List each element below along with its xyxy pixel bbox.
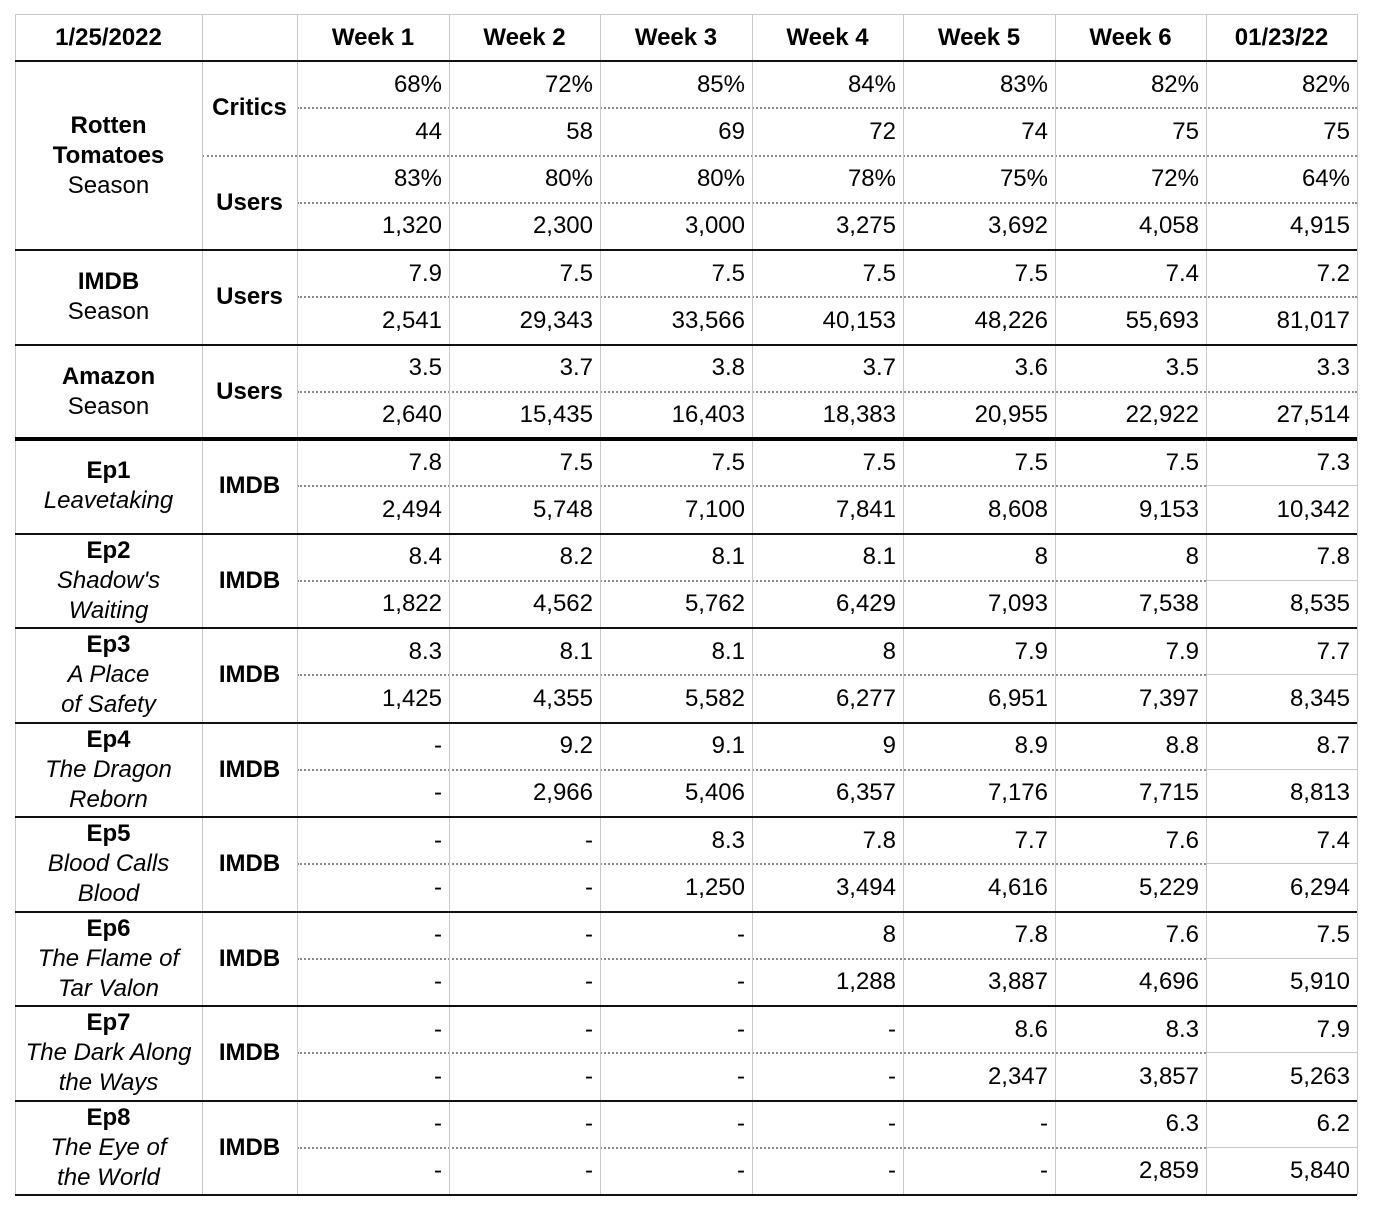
group-subtitle: Season: [67, 171, 150, 199]
group-label: [15, 534, 202, 629]
value-cell: -: [888, 1110, 896, 1138]
value-cell: 75: [1172, 117, 1199, 145]
group-subtitle: Reborn: [69, 785, 148, 813]
group-divider: [15, 816, 1357, 818]
value-cell: -: [434, 873, 442, 901]
value-cell: 7.7: [1316, 637, 1350, 665]
group-title: Rotten: [70, 111, 147, 139]
group-title: IMDB: [77, 268, 140, 296]
value-cell: 9,153: [1138, 495, 1199, 523]
value-cell: -: [434, 779, 442, 807]
value-cell: 69: [718, 117, 745, 145]
value-cell: 7.8: [1316, 543, 1350, 571]
value-cell: 58: [566, 117, 593, 145]
header-date: 1/25/2022: [55, 23, 162, 51]
value-cell: 83%: [999, 70, 1048, 98]
value-cell: 4,355: [532, 684, 593, 712]
header-divider: [15, 60, 1357, 62]
value-cell: 7,176: [987, 779, 1048, 807]
value-cell: 7,100: [684, 495, 745, 523]
value-cell: 3,692: [987, 212, 1048, 240]
header-blank: [202, 14, 297, 61]
value-cell: 7.5: [862, 448, 896, 476]
group-subtitle: of Safety: [61, 691, 156, 719]
group-title: Amazon: [61, 362, 156, 390]
group-subtitle: The Flame of: [37, 944, 180, 972]
group-divider: [15, 249, 1357, 251]
value-cell: -: [585, 921, 593, 949]
value-cell: 7.9: [408, 259, 442, 287]
column-header: Week 2: [483, 23, 566, 51]
group-subtitle: The Eye of: [50, 1133, 167, 1161]
value-cell: 8: [1034, 543, 1048, 571]
group-label: [15, 345, 202, 440]
group-divider: [15, 533, 1357, 535]
value-cell: 7.9: [1316, 1015, 1350, 1043]
value-cell: -: [888, 1157, 896, 1185]
value-cell: 10,342: [1276, 495, 1350, 523]
group-subtitle: The Dragon: [45, 755, 172, 783]
group-label: [15, 61, 202, 250]
group-title: Ep6: [86, 914, 131, 942]
group-divider: [15, 627, 1357, 629]
value-cell: 2,300: [532, 212, 593, 240]
value-cell: 3,494: [835, 873, 896, 901]
value-cell: 68%: [393, 70, 442, 98]
value-cell: 1,822: [381, 590, 442, 618]
group-divider: [15, 1194, 1357, 1196]
group-divider: [15, 1100, 1357, 1102]
value-cell: 8,345: [1289, 684, 1350, 712]
value-cell: 5,840: [1289, 1157, 1350, 1185]
column-border: [600, 14, 601, 1195]
value-cell: -: [888, 1062, 896, 1090]
value-cell: -: [585, 968, 593, 996]
value-cell: 72%: [1150, 165, 1199, 193]
value-cell: 1,250: [684, 873, 745, 901]
value-cell: 8: [1185, 543, 1199, 571]
value-cell: 6,277: [835, 684, 896, 712]
value-cell: -: [737, 1062, 745, 1090]
value-cell: 7.2: [1316, 259, 1350, 287]
value-cell: 7,538: [1138, 590, 1199, 618]
group-divider: [15, 911, 1357, 913]
column-border: [202, 14, 203, 1195]
value-cell: 5,762: [684, 590, 745, 618]
value-cell: 33,566: [671, 306, 745, 334]
column-border: [752, 14, 753, 1195]
group-title: Ep7: [86, 1009, 131, 1037]
value-cell: 27,514: [1276, 401, 1350, 429]
group-subtitle: Leavetaking: [43, 487, 174, 515]
value-cell: 8,535: [1289, 590, 1350, 618]
value-cell: 5,406: [684, 779, 745, 807]
value-cell: 72: [869, 117, 896, 145]
value-cell: 7.5: [711, 259, 745, 287]
value-cell: 4,616: [987, 873, 1048, 901]
value-cell: 4,562: [532, 590, 593, 618]
value-cell: 3.7: [559, 354, 593, 382]
metric-label: IMDB: [218, 755, 281, 783]
value-cell: 2,347: [987, 1062, 1048, 1090]
value-cell: 7.5: [711, 448, 745, 476]
value-cell: -: [585, 1110, 593, 1138]
value-cell: 82%: [1150, 70, 1199, 98]
metric-label: IMDB: [218, 850, 281, 878]
value-cell: 82%: [1301, 70, 1350, 98]
value-cell: 84%: [847, 70, 896, 98]
value-cell: 1,288: [835, 968, 896, 996]
value-cell: 3.8: [711, 354, 745, 382]
group-subtitle: Shadow's: [56, 566, 161, 594]
metric-label: Users: [216, 377, 283, 405]
group-subtitle: The Dark Along: [25, 1039, 192, 1067]
value-cell: -: [888, 1015, 896, 1043]
column-border: [903, 14, 904, 1195]
section-divider: [15, 437, 1357, 441]
value-cell: 3.5: [408, 354, 442, 382]
column-header: Week 6: [1089, 23, 1172, 51]
value-cell: -: [737, 1157, 745, 1185]
column-header: Week 1: [331, 23, 415, 51]
column-header: Week 5: [937, 23, 1021, 51]
metric-label: IMDB: [218, 1133, 281, 1161]
value-cell: -: [434, 1157, 442, 1185]
column-border: [297, 14, 298, 1195]
column-header: Week 4: [786, 23, 869, 51]
value-cell: 3.7: [862, 354, 896, 382]
value-cell: 9: [882, 732, 896, 760]
value-cell: 7.5: [1014, 259, 1048, 287]
metric-label: Users: [216, 188, 283, 216]
column-border: [15, 14, 16, 1195]
value-cell: 7.5: [559, 259, 593, 287]
value-cell: 7.8: [1014, 921, 1048, 949]
value-cell: 7.4: [1165, 259, 1199, 287]
value-cell: -: [737, 921, 745, 949]
value-cell: 7.6: [1165, 826, 1199, 854]
value-cell: -: [585, 1062, 593, 1090]
value-cell: 8,813: [1289, 779, 1350, 807]
value-cell: 5,229: [1138, 873, 1199, 901]
value-cell: 5,263: [1289, 1062, 1350, 1090]
value-cell: 8.7: [1316, 732, 1350, 760]
group-label: [15, 250, 202, 345]
value-cell: 15,435: [519, 401, 593, 429]
column-border: [449, 14, 450, 1195]
value-cell: 4,696: [1138, 968, 1199, 996]
column-border: [1357, 14, 1358, 1195]
value-cell: 3.3: [1316, 354, 1350, 382]
value-cell: -: [434, 1062, 442, 1090]
value-cell: 16,403: [671, 401, 745, 429]
group-label: [15, 439, 202, 534]
metric-label: Critics: [212, 94, 287, 122]
group-title: Ep1: [86, 457, 131, 485]
value-cell: -: [434, 826, 442, 854]
value-cell: -: [434, 1015, 442, 1043]
group-title: Ep3: [86, 631, 131, 659]
table-top-border: [15, 14, 1357, 15]
metric-label: IMDB: [218, 1039, 281, 1067]
value-cell: 8.8: [1165, 732, 1199, 760]
value-cell: 85%: [696, 70, 745, 98]
value-cell: 18,383: [822, 401, 896, 429]
value-cell: 6,357: [835, 779, 896, 807]
value-cell: 2,640: [381, 401, 442, 429]
value-cell: 55,693: [1125, 306, 1199, 334]
value-cell: 8.1: [862, 543, 896, 571]
value-cell: -: [585, 873, 593, 901]
value-cell: 7,093: [987, 590, 1048, 618]
group-label: [15, 817, 202, 912]
value-cell: 5,910: [1289, 968, 1350, 996]
group-subtitle: Blood Calls: [47, 850, 170, 878]
value-cell: 7,715: [1138, 779, 1199, 807]
value-cell: 2,541: [381, 306, 442, 334]
value-cell: 3,275: [835, 212, 896, 240]
value-cell: -: [1040, 1157, 1048, 1185]
value-cell: 6,951: [987, 684, 1048, 712]
value-cell: -: [434, 1110, 442, 1138]
value-cell: 2,494: [381, 495, 442, 523]
value-cell: 72%: [544, 70, 593, 98]
group-title: Tomatoes: [52, 141, 165, 169]
value-cell: 6,429: [835, 590, 896, 618]
metric-label: IMDB: [218, 661, 281, 689]
value-cell: 8: [882, 637, 896, 665]
group-subtitle: the Ways: [58, 1069, 159, 1097]
metric-label: IMDB: [218, 944, 281, 972]
group-label: [15, 723, 202, 818]
value-cell: 7.9: [1014, 637, 1048, 665]
value-cell: -: [434, 921, 442, 949]
column-header: Week 3: [634, 23, 718, 51]
value-cell: 5,748: [532, 495, 593, 523]
group-title: Ep5: [86, 820, 131, 848]
value-cell: 8.1: [711, 637, 745, 665]
value-cell: 48,226: [974, 306, 1048, 334]
value-cell: 8,608: [987, 495, 1048, 523]
group-title: Ep8: [86, 1103, 131, 1131]
value-cell: 6.3: [1165, 1110, 1199, 1138]
value-cell: 7.7: [1014, 826, 1048, 854]
value-cell: 8.6: [1014, 1015, 1048, 1043]
value-cell: 6,294: [1289, 873, 1350, 901]
value-cell: 44: [415, 117, 442, 145]
value-cell: 22,922: [1125, 401, 1199, 429]
value-cell: 20,955: [974, 401, 1048, 429]
value-cell: 5,582: [684, 684, 745, 712]
group-subtitle: Blood: [77, 880, 140, 908]
value-cell: 64%: [1301, 165, 1350, 193]
group-title: Ep4: [86, 725, 131, 753]
value-cell: 7,841: [835, 495, 896, 523]
value-cell: 8.3: [711, 826, 745, 854]
group-divider: [15, 344, 1357, 346]
value-cell: 8.9: [1014, 732, 1048, 760]
group-label: [15, 1006, 202, 1101]
value-cell: -: [737, 1110, 745, 1138]
value-cell: 2,859: [1138, 1157, 1199, 1185]
metric-label: IMDB: [218, 566, 281, 594]
value-cell: 81,017: [1276, 306, 1350, 334]
value-cell: -: [434, 732, 442, 760]
group-title: Ep2: [86, 536, 131, 564]
column-border: [1055, 14, 1056, 1195]
value-cell: 9.1: [711, 732, 745, 760]
value-cell: 4,915: [1289, 212, 1350, 240]
value-cell: -: [1040, 1110, 1048, 1138]
group-subtitle: Season: [67, 298, 150, 326]
value-cell: -: [585, 1157, 593, 1185]
value-cell: 7.5: [1316, 921, 1350, 949]
value-cell: 29,343: [519, 306, 593, 334]
value-cell: 8.3: [1165, 1015, 1199, 1043]
value-cell: 7.6: [1165, 921, 1199, 949]
column-header: 01/23/22: [1234, 23, 1329, 51]
value-cell: 7.5: [559, 448, 593, 476]
value-cell: 8.1: [711, 543, 745, 571]
value-cell: 83%: [393, 165, 442, 193]
value-cell: 8.4: [408, 543, 442, 571]
group-subtitle: Tar Valon: [58, 974, 159, 1002]
group-label: [15, 628, 202, 723]
group-subtitle: Waiting: [68, 596, 149, 624]
value-cell: 2,966: [532, 779, 593, 807]
value-cell: -: [434, 968, 442, 996]
value-cell: 7.5: [1165, 448, 1199, 476]
value-cell: 7.8: [862, 826, 896, 854]
value-cell: -: [737, 1015, 745, 1043]
value-cell: 4,058: [1138, 212, 1199, 240]
group-subtitle: A Place: [67, 661, 150, 689]
value-cell: 75%: [999, 165, 1048, 193]
value-cell: 80%: [544, 165, 593, 193]
value-cell: 75: [1323, 117, 1350, 145]
value-cell: 8.2: [559, 543, 593, 571]
group-divider: [15, 1005, 1357, 1007]
value-cell: 74: [1021, 117, 1048, 145]
value-cell: 1,320: [381, 212, 442, 240]
value-cell: 7,397: [1138, 684, 1199, 712]
group-divider: [15, 722, 1357, 724]
value-cell: 8.1: [559, 637, 593, 665]
value-cell: 9.2: [559, 732, 593, 760]
group-subtitle: Season: [67, 392, 150, 420]
metric-label: Users: [216, 283, 283, 311]
value-cell: 7.4: [1316, 826, 1350, 854]
metric-label: IMDB: [218, 472, 281, 500]
value-cell: 80%: [696, 165, 745, 193]
value-cell: 7.5: [1014, 448, 1048, 476]
value-cell: 8.3: [408, 637, 442, 665]
value-cell: 7.5: [862, 259, 896, 287]
value-cell: 3,887: [987, 968, 1048, 996]
value-cell: 3.5: [1165, 354, 1199, 382]
group-subtitle: the World: [57, 1163, 160, 1191]
value-cell: -: [585, 826, 593, 854]
value-cell: 78%: [847, 165, 896, 193]
value-cell: 3,000: [684, 212, 745, 240]
value-cell: 1,425: [381, 684, 442, 712]
value-cell: 8: [882, 921, 896, 949]
value-cell: 7.3: [1316, 448, 1350, 476]
value-cell: 6.2: [1316, 1110, 1350, 1138]
column-border: [1206, 14, 1207, 1195]
value-cell: 3.6: [1014, 354, 1048, 382]
value-cell: -: [737, 968, 745, 996]
value-cell: 3,857: [1138, 1062, 1199, 1090]
value-cell: 40,153: [822, 306, 896, 334]
group-label: [15, 1101, 202, 1196]
value-cell: 7.9: [1165, 637, 1199, 665]
value-cell: -: [585, 1015, 593, 1043]
group-label: [15, 912, 202, 1007]
value-cell: 7.8: [408, 448, 442, 476]
